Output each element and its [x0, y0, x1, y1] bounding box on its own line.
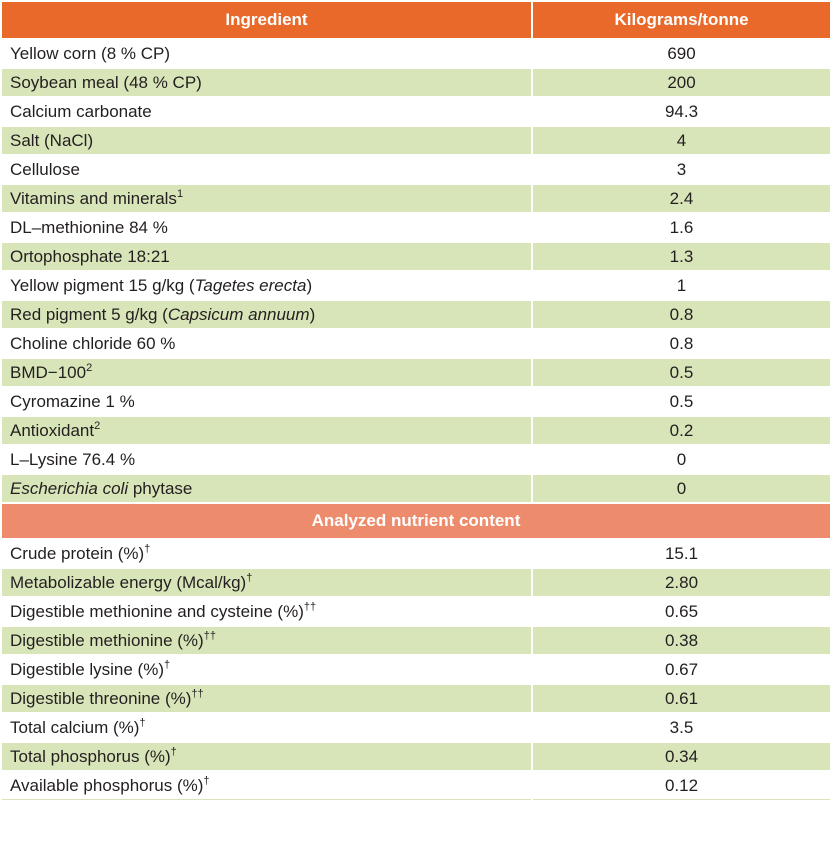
nutrient-row-value: 0.12	[532, 771, 830, 800]
ingredient-row-label	[1, 300, 532, 329]
ingredient-row-label-text: DL–methionine 84 %	[10, 218, 168, 237]
nutrient-row-value: 15.1	[532, 539, 830, 568]
nutrient-row-label	[1, 597, 532, 626]
ingredient-row-label-text: Vitamins and minerals	[10, 189, 177, 208]
ingredient-row-label-text: Antioxidant	[10, 421, 95, 440]
ingredient-row-label-text: Red pigment 5 g/kg (	[10, 305, 168, 324]
ingredient-row	[1, 416, 830, 445]
nutrient-row-label-footnote-mark: ††	[303, 601, 317, 613]
nutrient-row-value: 0.38	[532, 626, 830, 655]
ingredient-row-label-footnote-mark: 1	[176, 188, 184, 200]
ingredient-row-label-text: Choline chloride 60 %	[10, 334, 176, 353]
ingredient-row	[1, 329, 830, 358]
ingredient-row-label-text: Yellow pigment 15 g/kg (	[10, 276, 195, 295]
ingredient-row-value: 200	[532, 68, 830, 97]
ingredient-row-value: 4	[532, 126, 830, 155]
ingredient-row-label	[1, 155, 532, 184]
nutrient-row-label	[1, 771, 532, 800]
ingredient-row	[1, 97, 830, 126]
nutrient-row	[1, 655, 830, 684]
nutrient-row-label	[1, 655, 532, 684]
ingredient-row-label	[1, 329, 532, 358]
nutrient-row-label-footnote-mark: †	[170, 746, 177, 758]
nutrient-row	[1, 539, 830, 568]
nutrient-row-label	[1, 568, 532, 597]
ingredient-row-value: 690	[532, 39, 830, 68]
ingredient-row-label	[1, 39, 532, 68]
ingredient-row-value: 0.5	[532, 358, 830, 387]
ingredient-row-label-footnote-mark: 2	[94, 420, 101, 432]
nutrient-row-label-footnote-mark: †	[246, 572, 253, 584]
ingredient-row-label-italic: Capsicum annuum	[167, 305, 310, 324]
nutrient-row-label-footnote-mark: †	[203, 775, 210, 787]
ingredient-row	[1, 445, 830, 474]
section-title: Analyzed nutrient content	[1, 503, 830, 539]
ingredient-row-label-text: Calcium carbonate	[10, 102, 152, 121]
ingredient-row	[1, 126, 830, 155]
ingredient-row-label-text: Cyromazine 1 %	[10, 392, 135, 411]
ingredient-row-label	[1, 97, 532, 126]
ingredient-row-label	[1, 358, 532, 387]
nutrient-row-label-text: Digestible threonine (%)	[10, 689, 192, 708]
nutrients-body	[1, 539, 830, 800]
ingredient-row-label	[1, 126, 532, 155]
nutrient-row-value: 0.67	[532, 655, 830, 684]
nutrient-row-label-text: Digestible lysine (%)	[10, 660, 164, 679]
ingredient-row-label-text: L–Lysine 76.4 %	[10, 450, 136, 469]
nutrient-row-label-footnote-mark: †	[139, 717, 146, 729]
ingredient-row-value: 0.8	[532, 329, 830, 358]
nutrient-row-label-text: Metabolizable energy (Mcal/kg)	[10, 573, 247, 592]
ingredient-row-value: 94.3	[532, 97, 830, 126]
ingredient-row	[1, 474, 830, 503]
ingredient-row-label-text: Salt (NaCl)	[10, 131, 94, 150]
ingredient-row-label	[1, 184, 532, 213]
ingredient-row	[1, 39, 830, 68]
nutrient-row-label-text: Available phosphorus (%)	[10, 776, 204, 795]
table-header-row	[1, 1, 830, 39]
header-ingredient: Ingredient	[1, 1, 532, 39]
nutrient-row	[1, 713, 830, 742]
ingredient-row-value: 0	[532, 445, 830, 474]
ingredient-row-value: 3	[532, 155, 830, 184]
ingredient-row-label	[1, 474, 532, 503]
ingredient-row-value: 1.6	[532, 213, 830, 242]
nutrient-row-label-text: Digestible methionine (%)	[10, 631, 204, 650]
ingredient-row-label	[1, 271, 532, 300]
ingredient-row-label-footnote-mark: 2	[86, 362, 93, 374]
nutrient-row-value: 3.5	[532, 713, 830, 742]
ingredient-row-label-text: )	[309, 305, 316, 324]
nutrient-row	[1, 626, 830, 655]
ingredient-row-label-text: )	[306, 276, 313, 295]
nutrient-row-label-footnote-mark: †	[164, 659, 171, 671]
header-kilograms-per-tonne: Kilograms/tonne	[532, 1, 830, 39]
ingredient-row	[1, 358, 830, 387]
ingredients-body	[1, 39, 830, 503]
nutrient-row	[1, 684, 830, 713]
nutrient-row-label-footnote-mark: ††	[191, 688, 204, 700]
nutrient-row	[1, 771, 830, 800]
ingredient-row-label-italic: Escherichia coli	[10, 479, 129, 498]
ingredient-row-label-text: Yellow corn (8 % CP)	[10, 44, 170, 63]
nutrient-row-label-footnote-mark: †	[144, 543, 151, 555]
ingredient-row-label-text: phytase	[128, 479, 193, 498]
ingredient-row-value: 0.8	[532, 300, 830, 329]
ingredient-row	[1, 242, 830, 271]
ingredient-row	[1, 300, 830, 329]
ingredient-row-label	[1, 213, 532, 242]
nutrient-row-label	[1, 626, 532, 655]
nutrient-row-label-text: Total phosphorus (%)	[10, 747, 171, 766]
nutrient-row-label	[1, 539, 532, 568]
ingredient-row	[1, 387, 830, 416]
ingredient-row-label	[1, 387, 532, 416]
ingredient-row-label-text: Soybean meal (48 % CP)	[10, 73, 202, 92]
ingredient-row-label-text: Cellulose	[10, 160, 80, 179]
ingredient-row	[1, 271, 830, 300]
nutrient-row	[1, 742, 830, 771]
ingredient-row-label-text: BMD−100	[10, 363, 87, 382]
ingredient-row-label	[1, 445, 532, 474]
nutrient-row-label	[1, 713, 532, 742]
ingredient-row-value: 2.4	[532, 184, 830, 213]
nutrient-row-label-footnote-mark: ††	[203, 630, 216, 642]
ingredient-row-label	[1, 242, 532, 271]
ingredient-row-value: 1	[532, 271, 830, 300]
ingredient-row-label	[1, 68, 532, 97]
nutrient-row-value: 2.80	[532, 568, 830, 597]
nutrient-row-label	[1, 684, 532, 713]
nutrient-row-value: 0.34	[532, 742, 830, 771]
ingredient-row-label-italic: Tagetes erecta	[194, 276, 307, 295]
ingredient-row-value: 0.5	[532, 387, 830, 416]
nutrient-row-label-text: Total calcium (%)	[10, 718, 140, 737]
ingredient-row	[1, 155, 830, 184]
nutrient-row-label-text: Digestible methionine and cysteine (%)	[10, 602, 304, 621]
nutrient-row-value: 0.65	[532, 597, 830, 626]
ingredient-row-label	[1, 416, 532, 445]
nutrient-row-label	[1, 742, 532, 771]
ingredient-row	[1, 184, 830, 213]
section-header-row	[1, 503, 830, 539]
ingredient-row-value: 1.3	[532, 242, 830, 271]
ingredient-row	[1, 213, 830, 242]
nutrient-row	[1, 597, 830, 626]
ingredient-row-value: 0.2	[532, 416, 830, 445]
ingredient-row-label-text: Ortophosphate 18:21	[10, 247, 170, 266]
nutrient-row-value: 0.61	[532, 684, 830, 713]
ingredient-row	[1, 68, 830, 97]
ingredient-row-value: 0	[532, 474, 830, 503]
nutrient-row	[1, 568, 830, 597]
nutrient-row-label-text: Crude protein (%)	[10, 544, 145, 563]
